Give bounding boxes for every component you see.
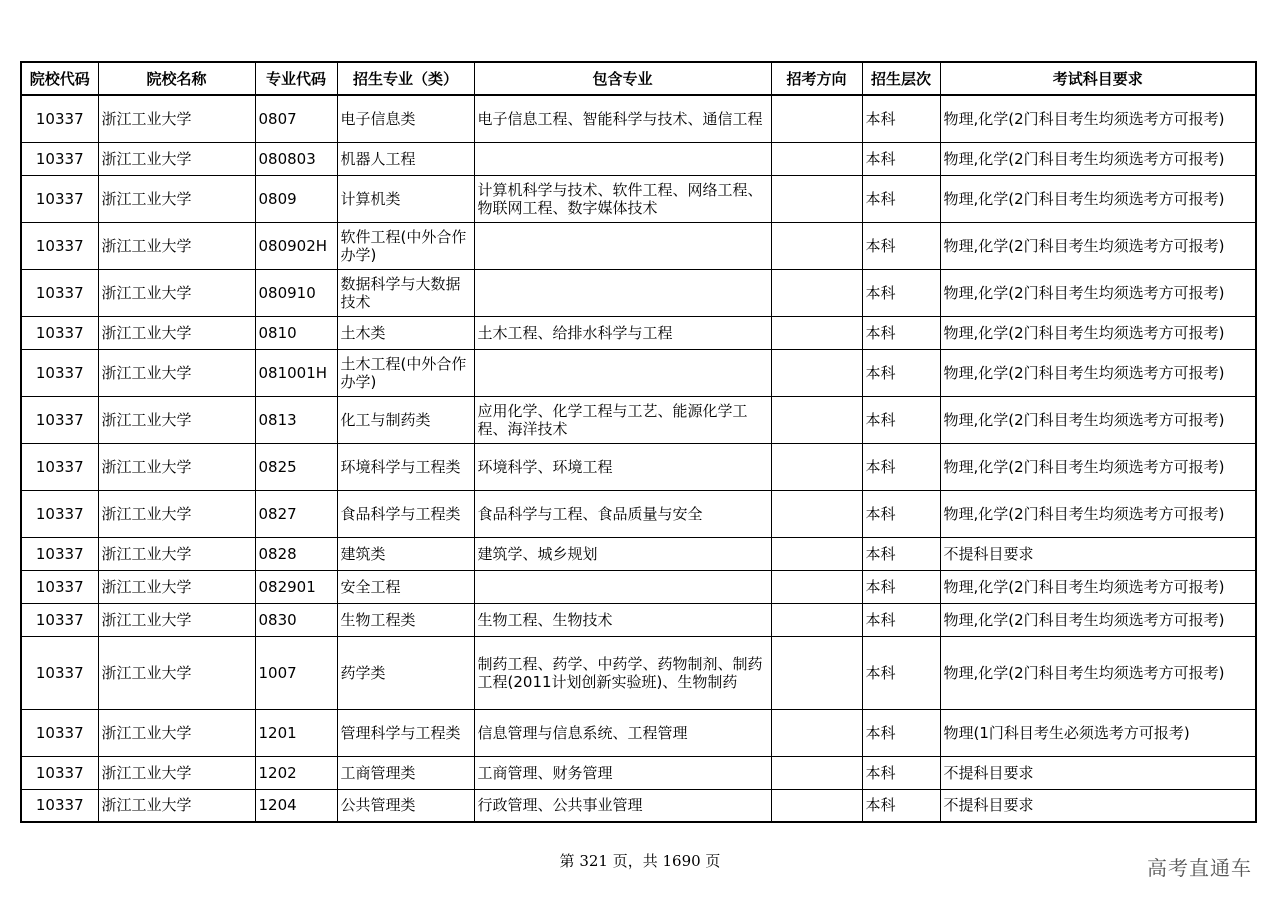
header-level: 招生层次 xyxy=(862,62,940,95)
cell-school-name: 浙江工业大学 xyxy=(98,269,255,316)
cell-included-majors: 计算机科学与技术、软件工程、网络工程、物联网工程、数字媒体技术 xyxy=(474,175,771,222)
cell-major: 环境科学与工程类 xyxy=(337,443,474,490)
header-major-code: 专业代码 xyxy=(255,62,337,95)
cell-included-majors xyxy=(474,349,771,396)
cell-direction xyxy=(771,175,862,222)
cell-included-majors: 信息管理与信息系统、工程管理 xyxy=(474,709,771,756)
header-row xyxy=(21,62,1256,95)
cell-level: 本科 xyxy=(862,789,940,822)
cell-school-code: 10337 xyxy=(21,537,98,570)
cell-included-majors: 应用化学、化学工程与工艺、能源化学工程、海洋技术 xyxy=(474,396,771,443)
cell-subject-requirement: 物理,化学(2门科目考生均须选考方可报考) xyxy=(940,269,1256,316)
cell-major-code: 082901 xyxy=(255,570,337,603)
cell-school-name: 浙江工业大学 xyxy=(98,142,255,175)
cell-subject-requirement: 物理,化学(2门科目考生均须选考方可报考) xyxy=(940,349,1256,396)
cell-major-code: 0828 xyxy=(255,537,337,570)
table-row xyxy=(21,570,1256,603)
cell-included-majors: 行政管理、公共事业管理 xyxy=(474,789,771,822)
cell-direction xyxy=(771,349,862,396)
table-row xyxy=(21,396,1256,443)
cell-school-name: 浙江工业大学 xyxy=(98,222,255,269)
cell-major: 工商管理类 xyxy=(337,756,474,789)
cell-direction xyxy=(771,490,862,537)
cell-school-code: 10337 xyxy=(21,636,98,709)
cell-major-code: 0807 xyxy=(255,95,337,142)
cell-included-majors xyxy=(474,222,771,269)
cell-school-code: 10337 xyxy=(21,175,98,222)
cell-subject-requirement: 物理,化学(2门科目考生均须选考方可报考) xyxy=(940,142,1256,175)
table-row xyxy=(21,709,1256,756)
cell-major-code: 0810 xyxy=(255,316,337,349)
table-row xyxy=(21,636,1256,709)
header-school-code: 院校代码 xyxy=(21,62,98,95)
header-major: 招生专业（类） xyxy=(337,62,474,95)
cell-subject-requirement: 不提科目要求 xyxy=(940,537,1256,570)
watermark: 高考直通车 xyxy=(1147,856,1252,880)
cell-major-code: 0830 xyxy=(255,603,337,636)
cell-subject-requirement: 物理,化学(2门科目考生均须选考方可报考) xyxy=(940,603,1256,636)
cell-subject-requirement: 物理,化学(2门科目考生均须选考方可报考) xyxy=(940,636,1256,709)
cell-subject-requirement: 物理,化学(2门科目考生均须选考方可报考) xyxy=(940,443,1256,490)
cell-subject-requirement: 物理,化学(2门科目考生均须选考方可报考) xyxy=(940,396,1256,443)
cell-direction xyxy=(771,756,862,789)
cell-school-name: 浙江工业大学 xyxy=(98,709,255,756)
cell-level: 本科 xyxy=(862,95,940,142)
cell-included-majors: 环境科学、环境工程 xyxy=(474,443,771,490)
cell-direction xyxy=(771,603,862,636)
cell-major: 食品科学与工程类 xyxy=(337,490,474,537)
cell-major-code: 080902H xyxy=(255,222,337,269)
cell-direction xyxy=(771,222,862,269)
cell-level: 本科 xyxy=(862,603,940,636)
cell-included-majors xyxy=(474,142,771,175)
cell-major: 安全工程 xyxy=(337,570,474,603)
cell-major: 管理科学与工程类 xyxy=(337,709,474,756)
cell-level: 本科 xyxy=(862,537,940,570)
cell-major: 公共管理类 xyxy=(337,789,474,822)
cell-direction xyxy=(771,443,862,490)
cell-included-majors: 建筑学、城乡规划 xyxy=(474,537,771,570)
cell-direction xyxy=(771,537,862,570)
admissions-table xyxy=(20,61,1257,823)
cell-direction xyxy=(771,789,862,822)
cell-major-code: 1201 xyxy=(255,709,337,756)
cell-subject-requirement: 物理,化学(2门科目考生均须选考方可报考) xyxy=(940,175,1256,222)
cell-major-code: 0825 xyxy=(255,443,337,490)
cell-included-majors xyxy=(474,570,771,603)
cell-school-code: 10337 xyxy=(21,349,98,396)
table-row xyxy=(21,443,1256,490)
cell-major: 土木类 xyxy=(337,316,474,349)
cell-level: 本科 xyxy=(862,142,940,175)
header-subject-requirement: 考试科目要求 xyxy=(940,62,1256,95)
table-row xyxy=(21,222,1256,269)
cell-school-code: 10337 xyxy=(21,396,98,443)
table-row xyxy=(21,316,1256,349)
cell-school-code: 10337 xyxy=(21,95,98,142)
cell-school-name: 浙江工业大学 xyxy=(98,636,255,709)
table-row xyxy=(21,603,1256,636)
cell-level: 本科 xyxy=(862,636,940,709)
cell-level: 本科 xyxy=(862,709,940,756)
cell-major: 机器人工程 xyxy=(337,142,474,175)
cell-school-name: 浙江工业大学 xyxy=(98,443,255,490)
cell-direction xyxy=(771,636,862,709)
header-school-name: 院校名称 xyxy=(98,62,255,95)
cell-major: 生物工程类 xyxy=(337,603,474,636)
cell-subject-requirement: 物理,化学(2门科目考生均须选考方可报考) xyxy=(940,490,1256,537)
table-row xyxy=(21,537,1256,570)
cell-major-code: 081001H xyxy=(255,349,337,396)
cell-direction xyxy=(771,95,862,142)
cell-included-majors xyxy=(474,269,771,316)
cell-direction xyxy=(771,709,862,756)
cell-school-name: 浙江工业大学 xyxy=(98,95,255,142)
cell-major-code: 0827 xyxy=(255,490,337,537)
table-row xyxy=(21,756,1256,789)
cell-school-name: 浙江工业大学 xyxy=(98,789,255,822)
cell-subject-requirement: 物理,化学(2门科目考生均须选考方可报考) xyxy=(940,222,1256,269)
cell-subject-requirement: 物理,化学(2门科目考生均须选考方可报考) xyxy=(940,95,1256,142)
table-row xyxy=(21,490,1256,537)
cell-school-code: 10337 xyxy=(21,316,98,349)
cell-direction xyxy=(771,316,862,349)
cell-level: 本科 xyxy=(862,443,940,490)
cell-school-name: 浙江工业大学 xyxy=(98,490,255,537)
cell-school-code: 10337 xyxy=(21,269,98,316)
cell-direction xyxy=(771,396,862,443)
cell-major: 电子信息类 xyxy=(337,95,474,142)
cell-school-code: 10337 xyxy=(21,603,98,636)
table-row xyxy=(21,142,1256,175)
cell-school-name: 浙江工业大学 xyxy=(98,175,255,222)
cell-included-majors: 工商管理、财务管理 xyxy=(474,756,771,789)
cell-school-name: 浙江工业大学 xyxy=(98,603,255,636)
cell-level: 本科 xyxy=(862,756,940,789)
cell-direction xyxy=(771,570,862,603)
cell-subject-requirement: 物理,化学(2门科目考生均须选考方可报考) xyxy=(940,316,1256,349)
header-included-majors: 包含专业 xyxy=(474,62,771,95)
cell-level: 本科 xyxy=(862,269,940,316)
cell-school-code: 10337 xyxy=(21,570,98,603)
cell-level: 本科 xyxy=(862,349,940,396)
cell-school-name: 浙江工业大学 xyxy=(98,316,255,349)
cell-included-majors: 电子信息工程、智能科学与技术、通信工程 xyxy=(474,95,771,142)
cell-direction xyxy=(771,142,862,175)
cell-major: 土木工程(中外合作办学) xyxy=(337,349,474,396)
cell-school-name: 浙江工业大学 xyxy=(98,349,255,396)
cell-major: 药学类 xyxy=(337,636,474,709)
table-row xyxy=(21,269,1256,316)
cell-school-code: 10337 xyxy=(21,789,98,822)
table-row xyxy=(21,789,1256,822)
cell-major-code: 1202 xyxy=(255,756,337,789)
cell-school-code: 10337 xyxy=(21,709,98,756)
cell-level: 本科 xyxy=(862,570,940,603)
cell-subject-requirement: 物理(1门科目考生必须选考方可报考) xyxy=(940,709,1256,756)
cell-major-code: 0813 xyxy=(255,396,337,443)
cell-school-name: 浙江工业大学 xyxy=(98,570,255,603)
cell-major: 建筑类 xyxy=(337,537,474,570)
cell-included-majors: 食品科学与工程、食品质量与安全 xyxy=(474,490,771,537)
cell-major: 计算机类 xyxy=(337,175,474,222)
cell-school-code: 10337 xyxy=(21,756,98,789)
cell-level: 本科 xyxy=(862,222,940,269)
cell-school-name: 浙江工业大学 xyxy=(98,396,255,443)
cell-major-code: 080910 xyxy=(255,269,337,316)
cell-school-code: 10337 xyxy=(21,222,98,269)
cell-level: 本科 xyxy=(862,175,940,222)
cell-school-name: 浙江工业大学 xyxy=(98,537,255,570)
cell-major-code: 1007 xyxy=(255,636,337,709)
cell-school-code: 10337 xyxy=(21,443,98,490)
cell-major-code: 080803 xyxy=(255,142,337,175)
cell-subject-requirement: 不提科目要求 xyxy=(940,789,1256,822)
cell-school-code: 10337 xyxy=(21,142,98,175)
cell-level: 本科 xyxy=(862,490,940,537)
table-row xyxy=(21,349,1256,396)
table-row xyxy=(21,95,1256,142)
cell-level: 本科 xyxy=(862,316,940,349)
cell-included-majors: 制药工程、药学、中药学、药物制剂、制药工程(2011计划创新实验班)、生物制药 xyxy=(474,636,771,709)
cell-school-code: 10337 xyxy=(21,490,98,537)
table-row xyxy=(21,175,1256,222)
table-body xyxy=(21,95,1256,822)
cell-major: 化工与制药类 xyxy=(337,396,474,443)
cell-level: 本科 xyxy=(862,396,940,443)
header-direction: 招考方向 xyxy=(771,62,862,95)
page-number: 第 321 页，共 1690 页 xyxy=(559,852,721,870)
cell-included-majors: 土木工程、给排水科学与工程 xyxy=(474,316,771,349)
cell-school-name: 浙江工业大学 xyxy=(98,756,255,789)
cell-subject-requirement: 物理,化学(2门科目考生均须选考方可报考) xyxy=(940,570,1256,603)
cell-major-code: 1204 xyxy=(255,789,337,822)
cell-included-majors: 生物工程、生物技术 xyxy=(474,603,771,636)
cell-major: 软件工程(中外合作办学) xyxy=(337,222,474,269)
cell-major: 数据科学与大数据技术 xyxy=(337,269,474,316)
cell-direction xyxy=(771,269,862,316)
cell-subject-requirement: 不提科目要求 xyxy=(940,756,1256,789)
cell-major-code: 0809 xyxy=(255,175,337,222)
